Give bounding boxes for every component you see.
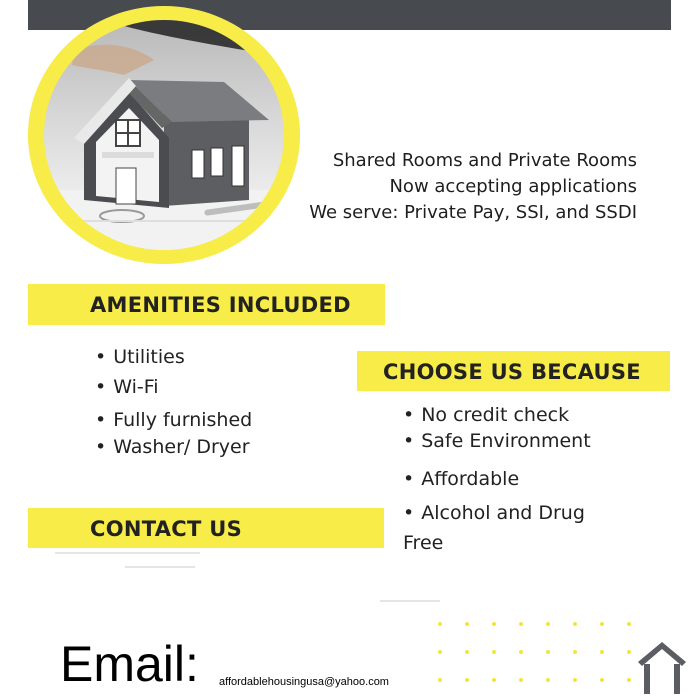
house-model-icon xyxy=(44,20,284,250)
decorative-dot xyxy=(519,678,523,682)
intro-line-payment: We serve: Private Pay, SSI, and SSDI xyxy=(309,202,637,223)
decorative-dot xyxy=(573,622,577,626)
amenity-washer-dryer: • Washer/ Dryer xyxy=(95,436,250,458)
decorative-dot xyxy=(465,622,469,626)
reason-no-credit-check: • No credit check xyxy=(403,404,569,426)
reason-safe-environment: • Safe Environment xyxy=(403,430,591,452)
reason-wrap-text: Free xyxy=(403,532,444,554)
reason-affordable: • Affordable xyxy=(403,468,519,490)
amenity-utilities: • Utilities xyxy=(95,346,185,368)
decorative-dot xyxy=(465,678,469,682)
contact-banner xyxy=(28,508,384,548)
intro-text xyxy=(309,148,637,226)
decorative-dot xyxy=(600,650,604,654)
choose-us-title: CHOOSE US BECAUSE xyxy=(383,360,641,384)
amenities-title: AMENITIES INCLUDED xyxy=(90,293,351,317)
divider-line xyxy=(125,566,195,568)
amenity-wifi: • Wi-Fi xyxy=(95,376,159,398)
divider-line xyxy=(55,552,200,554)
decorative-dot xyxy=(492,622,496,626)
email-address[interactable]: affordablehousingusa@yahoo.com xyxy=(219,676,389,688)
decorative-dot xyxy=(600,678,604,682)
decorative-dot-grid xyxy=(432,618,642,698)
decorative-dot xyxy=(492,678,496,682)
amenities-banner xyxy=(28,284,385,325)
decorative-dot xyxy=(438,650,442,654)
intro-line-rooms: Shared Rooms and Private Rooms xyxy=(332,150,637,171)
hero-image-frame xyxy=(28,6,300,264)
decorative-dot xyxy=(600,622,604,626)
decorative-dot xyxy=(519,622,523,626)
contact-title: CONTACT US xyxy=(90,517,243,541)
decorative-dot xyxy=(627,678,631,682)
decorative-dot xyxy=(573,650,577,654)
amenity-furnished: • Fully furnished xyxy=(95,409,252,431)
decorative-dot xyxy=(492,650,496,654)
decorative-dot xyxy=(627,622,631,626)
choose-us-banner xyxy=(357,351,670,391)
decorative-dot xyxy=(627,650,631,654)
decorative-dot xyxy=(438,622,442,626)
decorative-dot xyxy=(546,678,550,682)
decorative-dot xyxy=(546,650,550,654)
decorative-dot xyxy=(438,678,442,682)
divider-line xyxy=(380,600,440,602)
reason-alcohol-drug-free: • Alcohol and Drug xyxy=(403,502,585,524)
email-label: Email: xyxy=(60,636,199,692)
decorative-dot xyxy=(573,678,577,682)
intro-line-applications: Now accepting applications xyxy=(389,176,637,197)
decorative-dot xyxy=(546,622,550,626)
decorative-dot xyxy=(519,650,523,654)
house-outline-icon xyxy=(636,640,688,696)
decorative-dot xyxy=(465,650,469,654)
house-model-image xyxy=(44,20,284,250)
